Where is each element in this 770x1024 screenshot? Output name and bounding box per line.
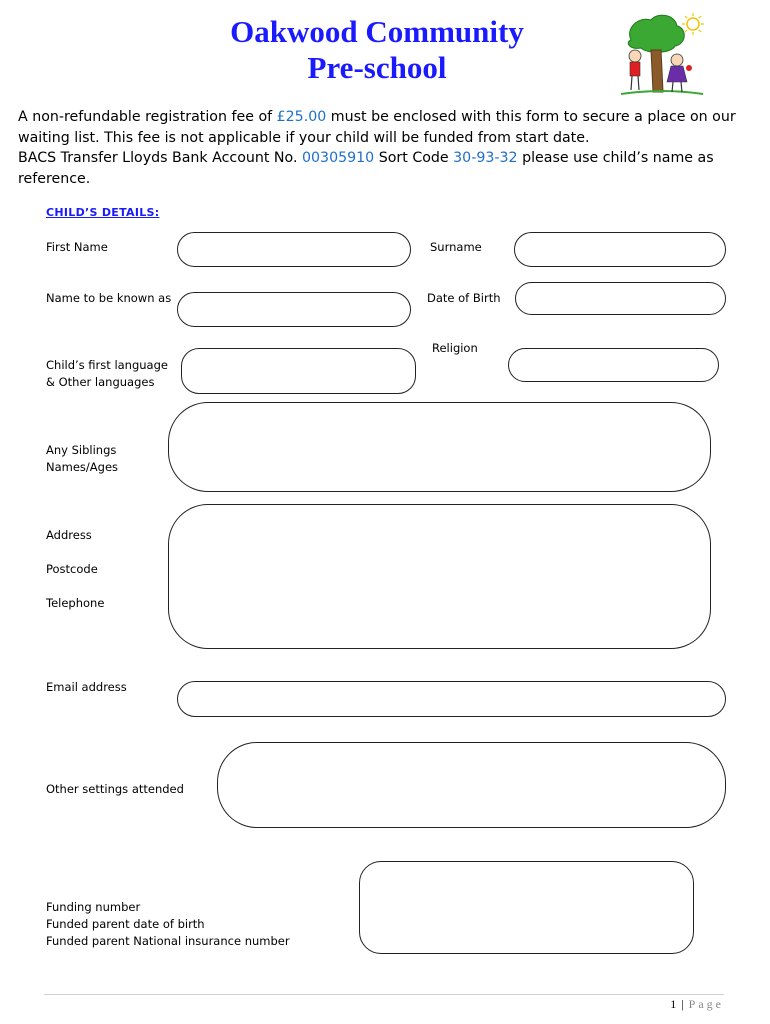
email-label: Email address bbox=[46, 680, 127, 694]
fee-amount: £25.00 bbox=[276, 109, 327, 125]
page-footer bbox=[670, 997, 724, 1012]
address-field[interactable] bbox=[168, 504, 711, 649]
intro-fee-text-cont: must be enclosed with this form to secure a place on our waiting list. This fee is not applicable if your child will be funded from start date. bbox=[18, 109, 736, 146]
siblings-ages-label: Names/Ages bbox=[46, 460, 119, 474]
funding-field[interactable] bbox=[359, 861, 694, 954]
date-of-birth-label: Date of Birth bbox=[427, 291, 501, 305]
children-tree-sun-icon bbox=[617, 10, 707, 100]
siblings-label: Any Siblings bbox=[46, 443, 117, 457]
address-label: Address bbox=[46, 528, 92, 542]
date-of-birth-field[interactable] bbox=[515, 282, 726, 315]
religion-label: Religion bbox=[432, 341, 478, 355]
other-settings-label: Other settings attended bbox=[46, 782, 184, 796]
funding-number-label: Funding number bbox=[46, 900, 141, 914]
footer-divider bbox=[44, 994, 724, 995]
sort-code: 30-93-32 bbox=[453, 150, 518, 166]
known-as-field[interactable] bbox=[177, 292, 411, 327]
intro-text bbox=[18, 107, 758, 189]
page-separator: | bbox=[677, 997, 689, 1011]
surname-label: Surname bbox=[430, 240, 482, 254]
bacs-text-cont: please use child’s name as reference. bbox=[18, 150, 714, 187]
surname-field[interactable] bbox=[514, 232, 726, 267]
language-field[interactable] bbox=[181, 348, 416, 394]
first-name-field[interactable] bbox=[177, 232, 411, 267]
first-language-label: Child’s first language bbox=[46, 358, 168, 372]
title-line-1: Oakwood Community bbox=[230, 14, 524, 49]
page-word: Page bbox=[688, 997, 724, 1011]
sort-code-label: Sort Code bbox=[374, 150, 454, 166]
funded-parent-dob-label: Funded parent date of birth bbox=[46, 917, 205, 931]
account-number: 00305910 bbox=[302, 150, 375, 166]
telephone-label: Telephone bbox=[46, 596, 105, 610]
siblings-field[interactable] bbox=[168, 402, 711, 492]
postcode-label: Postcode bbox=[46, 562, 98, 576]
page-number: 1 bbox=[670, 997, 678, 1011]
other-languages-label: & Other languages bbox=[46, 375, 155, 389]
intro-fee-text: A non-refundable registration fee of bbox=[18, 109, 277, 125]
bacs-text: BACS Transfer Lloyds Bank Account No. bbox=[18, 150, 302, 166]
section-title-childs-details: CHILD’S DETAILS: bbox=[46, 206, 160, 219]
first-name-label: First Name bbox=[46, 240, 108, 254]
other-settings-field[interactable] bbox=[217, 742, 726, 828]
email-field[interactable] bbox=[177, 681, 726, 717]
title-line-2: Pre-school bbox=[307, 50, 447, 85]
religion-field[interactable] bbox=[508, 348, 719, 382]
funded-parent-ni-label: Funded parent National insurance number bbox=[46, 934, 290, 948]
known-as-label: Name to be known as bbox=[46, 291, 172, 305]
